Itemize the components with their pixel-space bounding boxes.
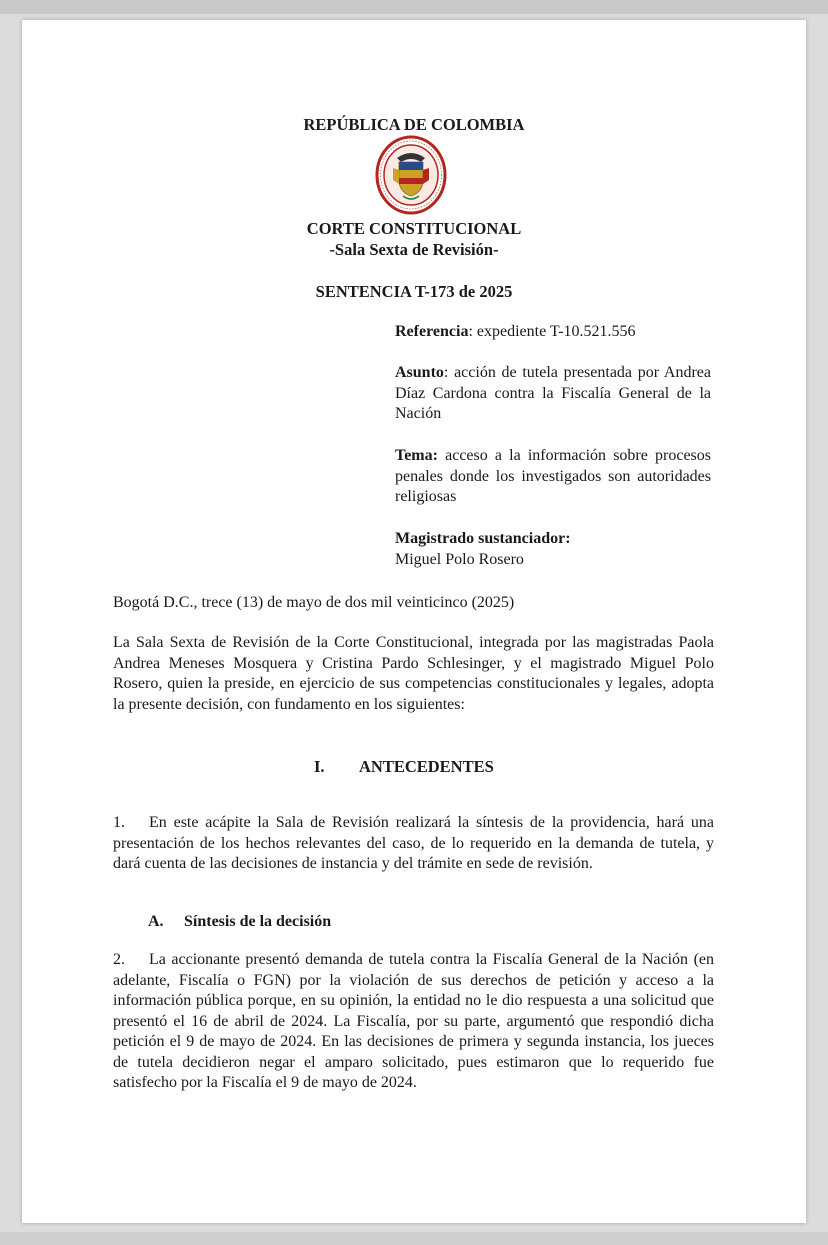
country-heading: REPÚBLICA DE COLOMBIA [303, 115, 525, 134]
chamber-heading: -Sala Sexta de Revisión- [329, 240, 499, 259]
paragraph-1-text: En este acápite la Sala de Revisión realizará la síntesis de la providencia, hará una presentación de los hechos relevantes del caso, de lo requerido en la demanda de tutela, y dará cuenta de las decisiones de instancia y del trámite en sede de revisión. [113, 814, 714, 872]
topic-label: Tema: [395, 447, 438, 464]
reference-label: Referencia [395, 323, 469, 340]
intro-paragraph: La Sala Sexta de Revisión de la Corte Constitucional, integrada por las magistradas Paola Andrea Meneses Mosquera y Cristina Pardo Schlesinger, y el magistrado Miguel Polo Rosero, quien la preside, en ejercicio de sus competencias constitucionales y legales, adopta la presente decisión, con fundamento en los siguientes: [113, 634, 714, 713]
subsection-letter: A. [148, 913, 164, 930]
top-strip [0, 0, 828, 14]
court-heading: CORTE CONSTITUCIONAL [306, 219, 522, 238]
magistrate-value: Miguel Polo Rosero [395, 550, 524, 568]
subsection-heading [148, 913, 331, 931]
section-number: I. [314, 757, 325, 776]
court-seal-icon [375, 134, 447, 216]
bottom-strip [0, 1232, 828, 1245]
document-page [22, 20, 806, 1223]
paragraph-2-text: La accionante presentó demanda de tutela contra la Fiscalía General de la Nación (en adelante, Fiscalía o FGN) por la violación de sus derechos de petición y acceso a la información pública porque, en su opinión, la entidad no le dio respuesta a una solicitud que presentó el 16 de abril de 2024. La Fiscalía, por su parte, argumentó que respondió dicha petición el 9 de mayo de 2024. En las decisiones de primera y segunda instancia, los jueces de tutela decidieron negar el amparo solicitado, pues estimaron que lo requerido fue satisfecho por la Fiscalía el 9 de mayo de 2024. [113, 951, 714, 1091]
subsection-title: Síntesis de la decisión [184, 913, 332, 930]
paragraph-2-number: 2. [113, 951, 125, 968]
subject-label: Asunto [395, 364, 444, 381]
date-line: Bogotá D.C., trece (13) de mayo de dos mil veinticinco (2025) [113, 594, 515, 611]
paragraph-1 [113, 813, 714, 875]
reference-line [395, 322, 711, 343]
subject-block [395, 363, 711, 425]
subject-value: : acción de tutela presentada por Andrea Díaz Cardona contra la Fiscalía General de la Nación [395, 364, 711, 422]
magistrate-block [395, 529, 711, 570]
paragraph-2 [113, 950, 714, 1094]
topic-block [395, 446, 711, 508]
paragraph-1-number: 1. [113, 814, 125, 831]
section-title: ANTECEDENTES [359, 757, 494, 776]
reference-value: : expediente T-10.521.556 [468, 323, 636, 340]
magistrate-label: Magistrado sustanciador: [395, 530, 571, 547]
sentence-title: SENTENCIA T-173 de 2025 [315, 282, 513, 301]
topic-value: acceso a la información sobre procesos penales donde los investigados son autoridades religiosas [395, 447, 711, 505]
